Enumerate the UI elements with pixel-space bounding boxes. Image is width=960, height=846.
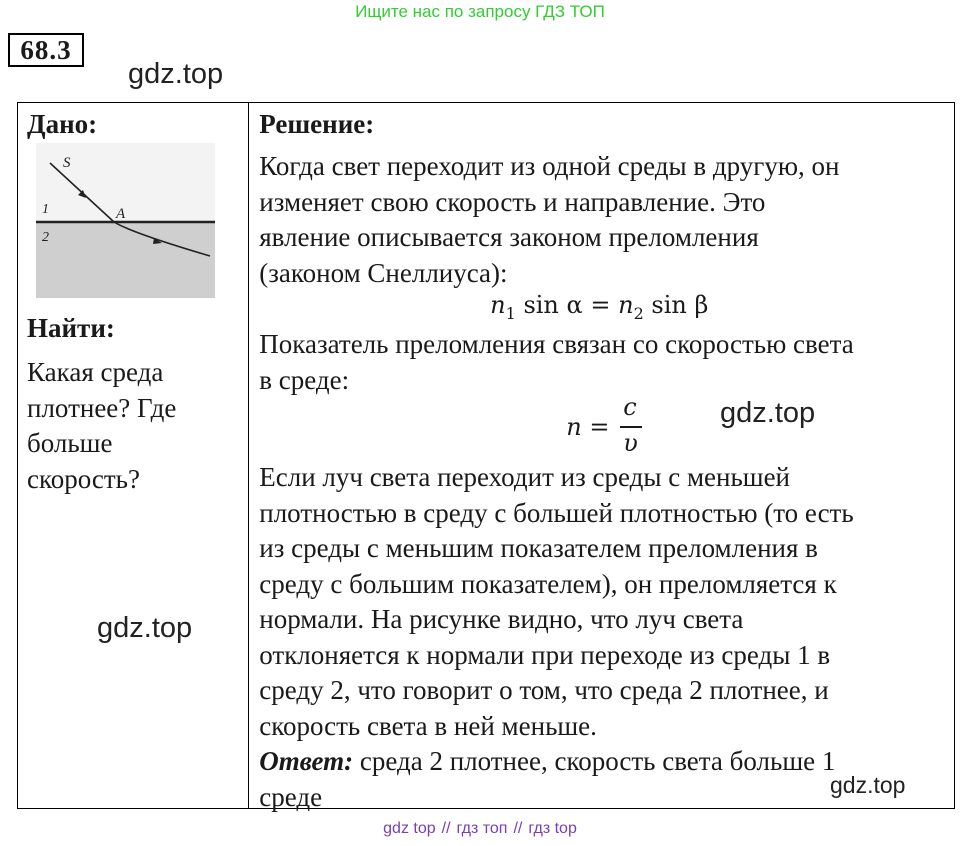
find-line: скорость? [27, 463, 140, 494]
text-line: Показатель преломления связан со скоростью света [259, 329, 854, 359]
watermark: gdz.top [128, 58, 224, 90]
text-line: нормали. На рисунке видно, что луч света [259, 604, 744, 634]
text-line: среду с большим показателем), он преломляется к [259, 568, 837, 599]
formula-lhs: n = [566, 413, 610, 441]
formula-n1: n [490, 291, 506, 319]
footer-link[interactable]: гдз top [528, 820, 577, 837]
answer-text: среда 2 плотнее, скорость света больше 1 [353, 746, 836, 776]
solution-paragraph-3 [259, 460, 949, 744]
formula-sin-beta: sin β [651, 291, 709, 319]
formula-sub2: 2 [633, 303, 644, 323]
formula-sub1: 1 [505, 303, 516, 323]
text-line: плотностью в среду с большей плотностью (то есть [259, 497, 854, 528]
formula-n2: n [618, 291, 634, 319]
footer-link[interactable]: гдз топ [456, 820, 508, 837]
medium-1-label: 1 [42, 202, 49, 217]
fraction-bar [620, 426, 642, 428]
find-line: больше [27, 428, 113, 458]
find-question [27, 355, 242, 497]
point-label: A [116, 206, 126, 222]
text-line: отклоняется к нормали при переходе из среды 1 в [259, 639, 831, 670]
refraction-figure [36, 143, 215, 298]
footer-links [0, 820, 960, 838]
find-line: плотнее? Где [27, 392, 177, 423]
ray-label: S [63, 155, 71, 171]
task-table [17, 102, 955, 812]
refractive-index-formula [566, 393, 646, 463]
text-line: скорость света в ней меньше. [259, 710, 597, 741]
solution-column [249, 103, 955, 812]
formula-denominator: υ [623, 429, 638, 457]
text-line: Когда свет переходит из одной среды в другую, он [259, 151, 840, 181]
text-line: явление описывается законом преломления [259, 222, 759, 252]
formula-sin-alpha: sin α = [523, 291, 611, 319]
text-line: Если луч света переходит из среды с меньшей [259, 462, 791, 492]
snell-law-formula [249, 291, 949, 323]
medium-2-region [36, 223, 215, 298]
text-line: изменяет свою скорость и направление. Это [259, 186, 766, 217]
watermark: gdz.top [720, 397, 816, 429]
watermark: gdz.top [830, 772, 906, 798]
solution-title: Решение: [259, 109, 375, 139]
task-number: 68.3 [8, 33, 84, 67]
answer-line: среде [259, 781, 323, 812]
footer-separator: // [441, 820, 451, 837]
given-column [18, 103, 249, 809]
top-banner: Ищите нас по запросу ГДЗ ТОП [355, 2, 605, 21]
solution-paragraph-2 [259, 327, 949, 398]
text-line: (законом Снеллиуса): [259, 257, 508, 288]
watermark: gdz.top [97, 612, 193, 644]
find-line: Какая среда [27, 357, 164, 387]
medium-2-label: 2 [42, 230, 49, 245]
text-line: в среде: [259, 364, 350, 395]
formula-numerator: c [623, 393, 637, 421]
footer-separator: // [513, 820, 523, 837]
text-line: среду 2, что говорит о том, что среда 2 плотнее, и [259, 675, 829, 705]
find-title: Найти: [27, 313, 115, 343]
given-title: Дано: [27, 109, 98, 139]
footer-link[interactable]: gdz top [383, 820, 436, 837]
text-line: из среды с меньшим показателем преломления в [259, 533, 818, 563]
solution-paragraph-1 [259, 149, 949, 291]
answer-label: Ответ: [259, 746, 354, 776]
